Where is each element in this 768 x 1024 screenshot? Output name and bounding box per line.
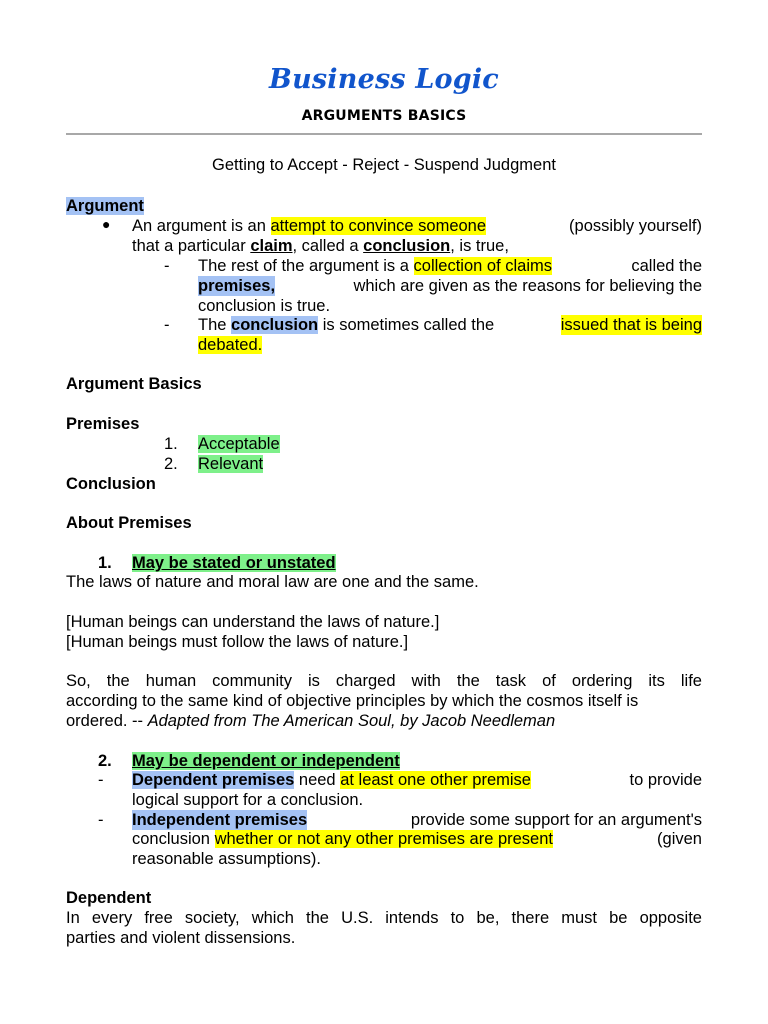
about-premises-heading: About Premises <box>66 514 192 532</box>
unstated-premise: [Human beings must follow the laws of nature.] <box>66 633 409 651</box>
dash-marker: - <box>164 316 170 334</box>
document-title: Business Logic <box>269 64 499 95</box>
sub-bullet-1-line3: conclusion is true. <box>198 297 331 315</box>
unstated-premise: [Human beings can understand the laws of nature.] <box>66 613 440 631</box>
dependent-example-line1: In every free society, which the U.S. intends to be, there must be opposite <box>66 909 702 927</box>
dash-marker: - <box>98 771 104 789</box>
document-subtitle: ARGUMENTS BASICS <box>301 108 467 124</box>
example-paragraph-line3: ordered. -- Adapted from The American Soul, by Jacob Needleman <box>66 712 556 730</box>
dependent-example-line2: parties and violent dissensions. <box>66 929 296 947</box>
conclusion-heading: Conclusion <box>66 475 156 493</box>
premise-acceptable: Acceptable <box>198 435 280 453</box>
dependent-heading: Dependent <box>66 889 152 907</box>
sub-bullet-1-line2: premises, which are given as the reasons for believing the <box>198 277 702 295</box>
dependent-def-line1: Dependent premises need at least one other premise to provide <box>132 771 702 789</box>
horizontal-rule <box>66 133 702 135</box>
sub-bullet-1-line1: The rest of the argument is a collection of claims called the <box>198 257 702 275</box>
dash-marker: - <box>98 811 104 829</box>
independent-def-line3: reasonable assumptions). <box>132 850 321 868</box>
independent-def-line1: Independent premises provide some support for an argument's <box>132 811 702 829</box>
argument-bullet-line2: that a particular claim, called a conclusion, is true, <box>132 237 509 255</box>
premise-type-2-label: May be dependent or independent <box>132 752 400 770</box>
independent-def-line2: conclusion whether or not any other premises are present (given <box>132 830 702 848</box>
list-number: 1. <box>164 435 178 453</box>
premise-type-1-label: May be stated or unstated <box>132 554 336 572</box>
intro-line: Getting to Accept - Reject - Suspend Judgment <box>212 156 556 174</box>
argument-bullet-line1: An argument is an attempt to convince someone (possibly yourself) <box>132 217 702 235</box>
list-number: 2. <box>98 752 112 770</box>
premises-heading: Premises <box>66 415 140 433</box>
example-paragraph-line1: So, the human community is charged with the task of ordering its life <box>66 672 702 690</box>
sub-bullet-2-line1: The conclusion is sometimes called the issued that is being <box>198 316 702 334</box>
bullet-dot-icon: ● <box>102 216 111 232</box>
argument-heading: Argument <box>66 197 144 215</box>
example-line: The laws of nature and moral law are one and the same. <box>66 573 479 591</box>
list-number: 1. <box>98 554 112 572</box>
dependent-def-line2: logical support for a conclusion. <box>132 791 364 809</box>
list-number: 2. <box>164 455 178 473</box>
argument-basics-heading: Argument Basics <box>66 375 202 393</box>
dash-marker: - <box>164 257 170 275</box>
sub-bullet-2-line2: debated. <box>198 336 263 354</box>
example-paragraph-line2: according to the same kind of objective principles by which the cosmos itself is <box>66 692 639 710</box>
premise-relevant: Relevant <box>198 455 264 473</box>
